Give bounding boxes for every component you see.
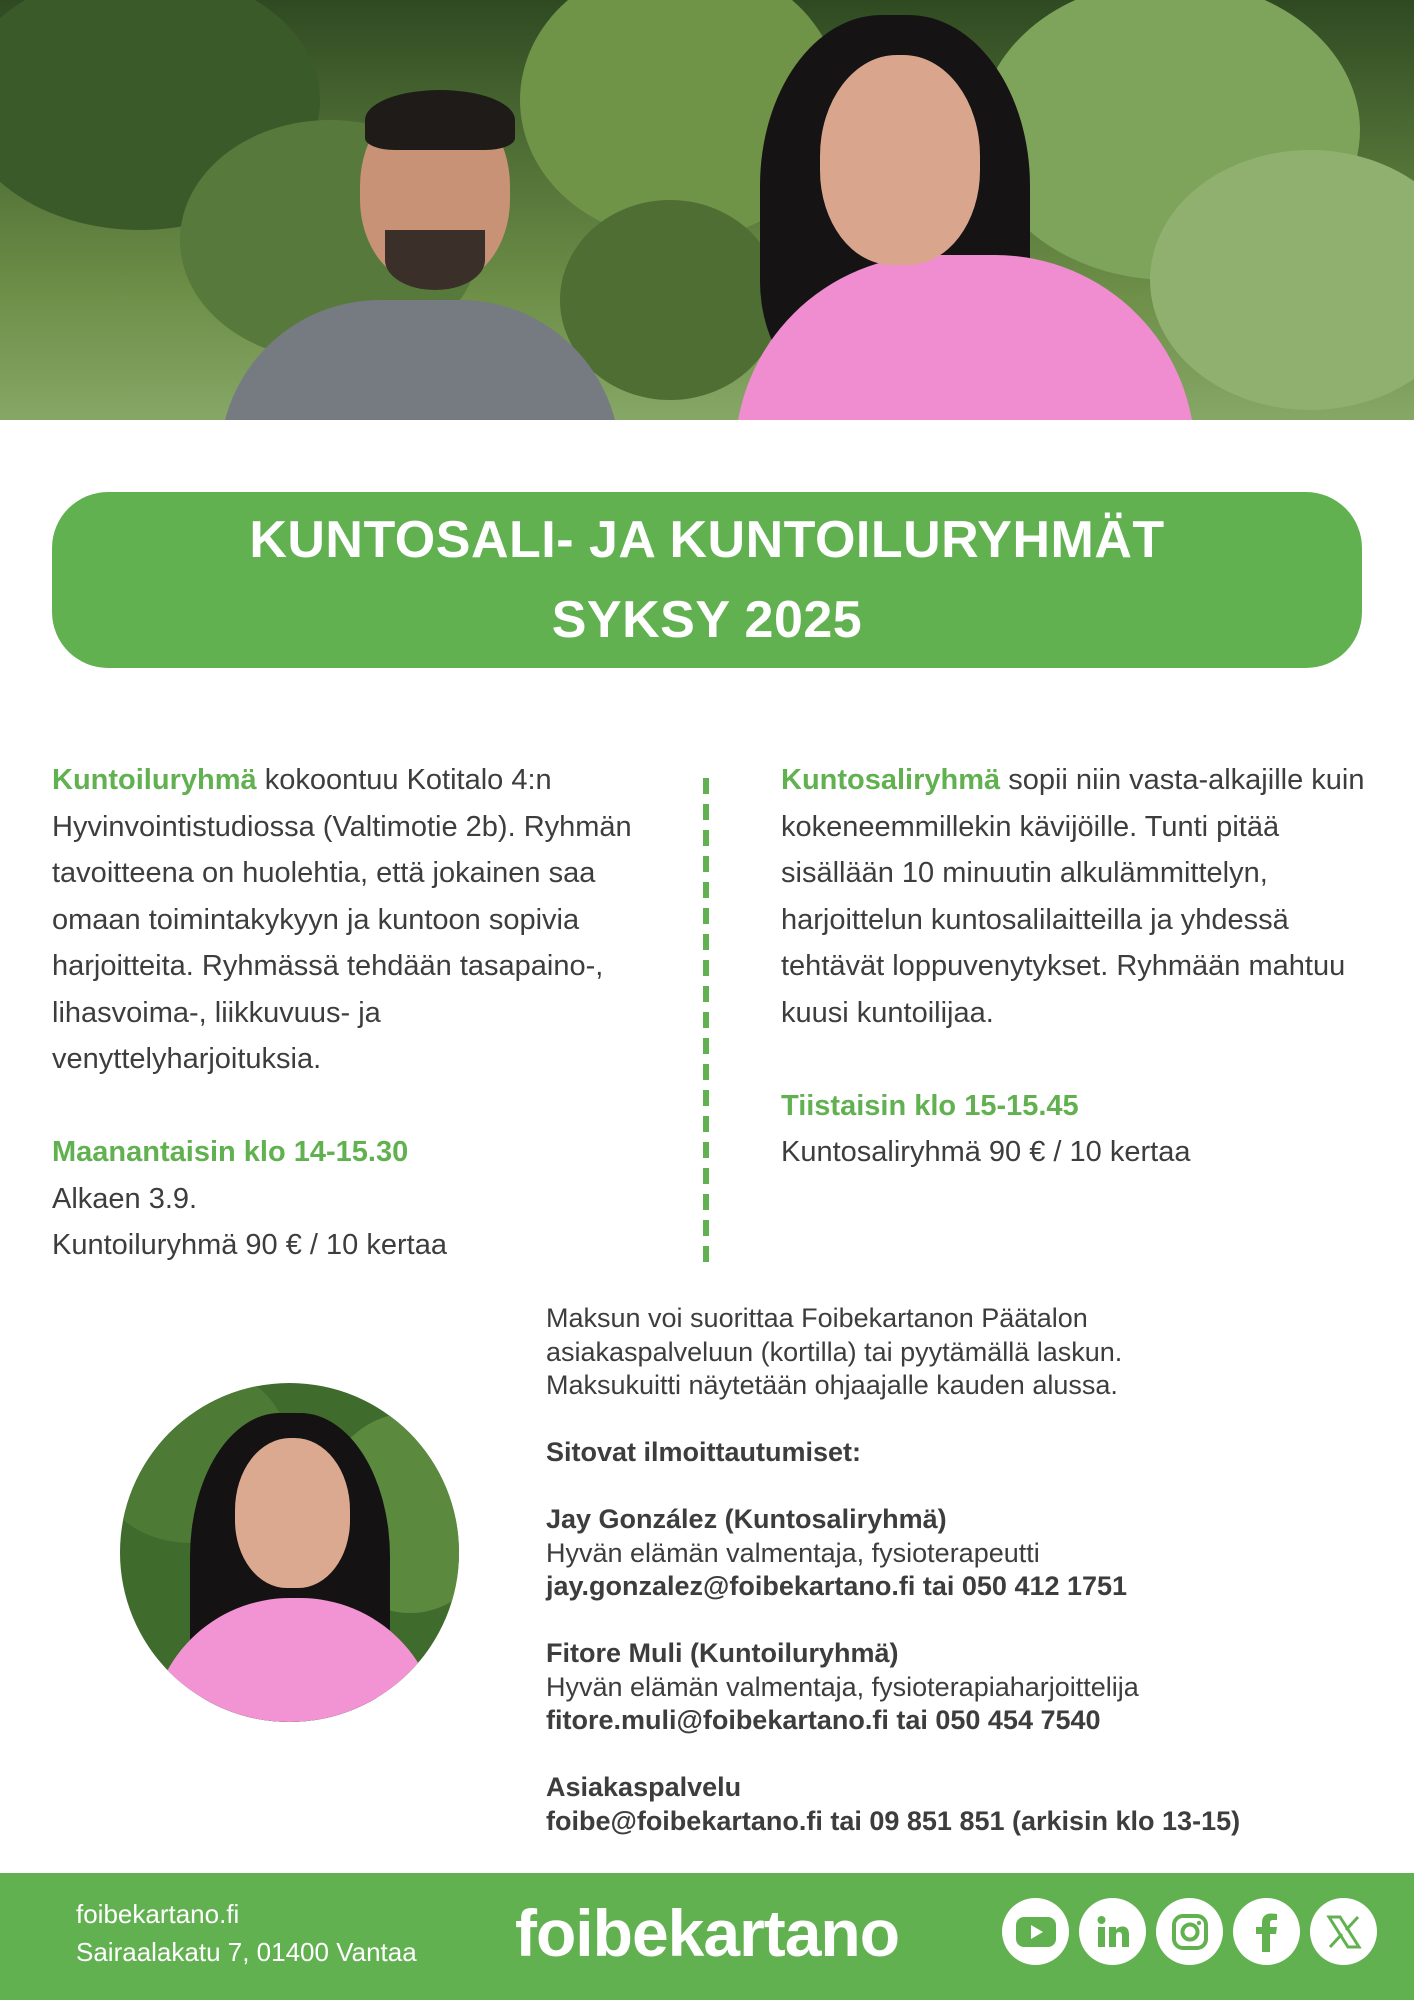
contact-2-name: Fitore Muli (Kuntoiluryhmä)	[546, 1638, 899, 1668]
x-icon[interactable]	[1310, 1898, 1377, 1965]
hero-photo	[0, 0, 1414, 420]
contact-2-details[interactable]: fitore.muli@foibekartano.fi tai 050 454 7540	[546, 1705, 1101, 1735]
title-line-1: KUNTOSALI- JA KUNTOILURYHMÄT	[249, 511, 1165, 569]
contact-2-role: Hyvän elämän valmentaja, fysioterapiaharjoittelija	[546, 1671, 1139, 1702]
kuntoiluryhma-price: Kuntoiluryhmä 90 € / 10 kertaa	[52, 1229, 447, 1261]
kuntosaliryhma-section	[781, 757, 1371, 1176]
footer-address: Sairaalakatu 7, 01400 Vantaa	[76, 1937, 417, 1967]
title-line-2: SYKSY 2025	[551, 591, 863, 649]
kuntoiluryhma-description: Kuntoiluryhmä kokoontuu Kotitalo 4:n Hyvinvointistudiossa (Valtimotie 2b). Ryhmän tavoitteena on huolehtia, että jokainen saa omaan toimintakykyyn ja kuntoon sopivia harjoitteita. Ryhmässä tehdään tasapaino-, lihasvoima-, liikkuvuus- ja venyttelyharjoituksia.	[52, 764, 632, 1075]
contact-1-details[interactable]: jay.gonzalez@foibekartano.fi tai 050 412 1751	[546, 1571, 1128, 1601]
instructor-portrait	[120, 1383, 459, 1722]
kuntoiluryhma-section	[52, 757, 652, 1269]
contact-1-role: Hyvän elämän valmentaja, fysioterapeutti	[546, 1537, 1040, 1568]
instagram-icon[interactable]	[1156, 1898, 1223, 1965]
registration-heading: Sitovat ilmoittautumiset:	[546, 1437, 862, 1467]
payment-line-3: Maksukuitti näytetään ohjaajalle kauden alussa.	[546, 1370, 1118, 1400]
footer-address-block	[76, 1895, 417, 1971]
youtube-icon[interactable]	[1002, 1898, 1069, 1965]
customer-service-details[interactable]: foibe@foibekartano.fi tai 09 851 851 (arkisin klo 13-15)	[546, 1805, 1241, 1836]
kuntoiluryhma-schedule: Maanantaisin klo 14-15.30	[52, 1136, 409, 1168]
customer-service-heading: Asiakaspalvelu	[546, 1772, 742, 1802]
facebook-icon[interactable]	[1233, 1898, 1300, 1965]
footer-website[interactable]: foibekartano.fi	[76, 1899, 240, 1929]
kuntoiluryhma-title: Kuntoiluryhmä	[52, 764, 257, 796]
payment-line-2: asiakaspalveluun (kortilla) tai pyytämällä laskun.	[546, 1336, 1123, 1367]
footer	[0, 1873, 1414, 2000]
linkedin-icon[interactable]	[1079, 1898, 1146, 1965]
foibekartano-logo: foibekartano	[515, 1896, 900, 1970]
kuntosaliryhma-price: Kuntosaliryhmä 90 € / 10 kertaa	[781, 1136, 1191, 1168]
kuntosaliryhma-schedule: Tiistaisin klo 15-15.45	[781, 1089, 1079, 1122]
kuntosaliryhma-title: Kuntosaliryhmä	[781, 764, 1001, 796]
payment-line-1: Maksun voi suorittaa Foibekartanon Päätalon	[546, 1303, 1088, 1333]
kuntosaliryhma-description: Kuntosaliryhmä sopii niin vasta-alkajille kuin kokeneemmillekin kävijöille. Tunti pitää sisällään 10 minuutin alkulämmittelyn, harjoittelun kuntosalilaitteilla ja yhdessä tehtävät loppuvenytykset. Ryhmään mahtuu kuusi kuntoilijaa.	[781, 764, 1365, 1029]
social-links	[1002, 1898, 1377, 1965]
info-section	[546, 1302, 1396, 1838]
title-banner	[52, 492, 1362, 668]
contact-1-name: Jay González (Kuntosaliryhmä)	[546, 1504, 947, 1534]
kuntoiluryhma-start: Alkaen 3.9.	[52, 1182, 198, 1215]
column-divider	[703, 778, 709, 1263]
